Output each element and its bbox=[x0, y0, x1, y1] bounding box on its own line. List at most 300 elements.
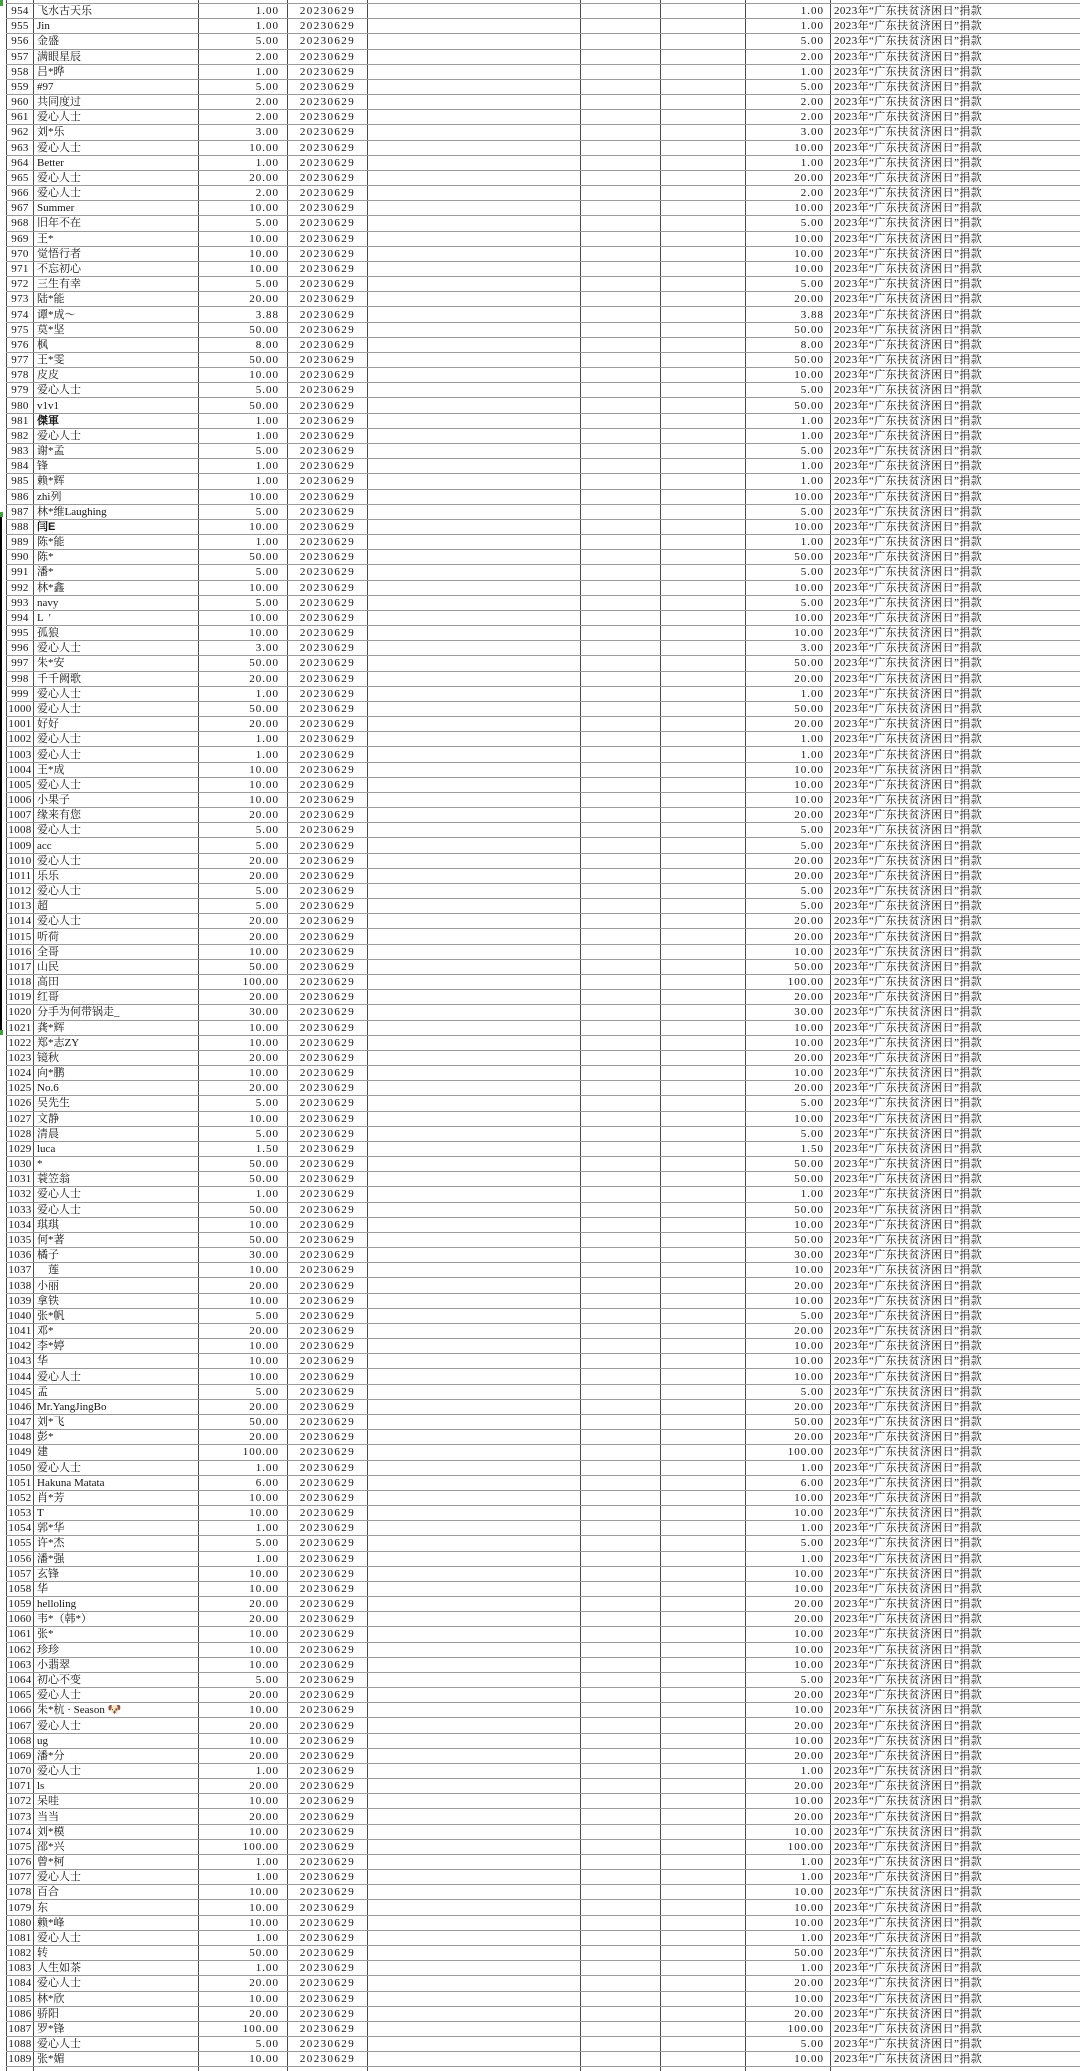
empty-cell bbox=[368, 337, 581, 352]
row-number-cell: 1006 bbox=[7, 792, 34, 807]
table-row bbox=[7, 944, 1080, 959]
table-row bbox=[7, 155, 1080, 170]
empty-cell bbox=[581, 1384, 661, 1399]
empty-cell bbox=[368, 1050, 581, 1065]
amount-cell: 100.00 bbox=[199, 975, 288, 990]
empty-cell bbox=[581, 504, 661, 519]
empty-cell bbox=[368, 1627, 581, 1642]
date-cell: 20230629 bbox=[288, 1854, 368, 1869]
date-cell: 20230629 bbox=[288, 489, 368, 504]
empty-cell bbox=[661, 1748, 746, 1763]
amount-copy-cell: 1.00 bbox=[746, 732, 831, 747]
amount-copy-cell: 50.00 bbox=[746, 959, 831, 974]
empty-cell bbox=[661, 1475, 746, 1490]
table-row bbox=[7, 413, 1080, 428]
empty-cell bbox=[368, 1657, 581, 1672]
purpose-cell: 2023年“广东扶贫济困日”捐款 bbox=[831, 1672, 1080, 1687]
date-cell: 20230629 bbox=[288, 322, 368, 337]
donor-name-cell: 林*鑫 bbox=[34, 580, 199, 595]
table-row bbox=[7, 1627, 1080, 1642]
empty-cell bbox=[661, 1930, 746, 1945]
date-cell: 20230629 bbox=[288, 580, 368, 595]
date-cell: 20230629 bbox=[288, 929, 368, 944]
donor-name-cell: 转 bbox=[34, 1946, 199, 1961]
amount-cell: 50.00 bbox=[199, 1202, 288, 1217]
row-number-cell: 1049 bbox=[7, 1445, 34, 1460]
empty-cell bbox=[581, 1900, 661, 1915]
row-number-cell: 955 bbox=[7, 19, 34, 34]
empty-cell bbox=[661, 1248, 746, 1263]
empty-cell bbox=[368, 1445, 581, 1460]
row-number-cell: 1083 bbox=[7, 1961, 34, 1976]
amount-cell: 50.00 bbox=[199, 1414, 288, 1429]
empty-cell bbox=[661, 1506, 746, 1521]
empty-cell bbox=[661, 49, 746, 64]
amount-cell: 50.00 bbox=[199, 352, 288, 367]
empty-cell bbox=[581, 762, 661, 777]
donor-name-cell: 好好 bbox=[34, 717, 199, 732]
amount-cell: 20.00 bbox=[199, 292, 288, 307]
amount-cell: 50.00 bbox=[199, 701, 288, 716]
purpose-cell: 2023年“广东扶贫济困日”捐款 bbox=[831, 231, 1080, 246]
purpose-cell: 2023年“广东扶贫济困日”捐款 bbox=[831, 671, 1080, 686]
date-cell: 20230629 bbox=[288, 671, 368, 686]
purpose-cell: 2023年“广东扶贫济困日”捐款 bbox=[831, 1308, 1080, 1323]
donor-name-cell: 邵*兴 bbox=[34, 1839, 199, 1854]
amount-cell: 5.00 bbox=[199, 216, 288, 231]
amount-cell: 10.00 bbox=[199, 1035, 288, 1050]
empty-cell bbox=[661, 2067, 746, 2071]
row-number-cell: 1037 bbox=[7, 1263, 34, 1278]
amount-cell: 10.00 bbox=[199, 777, 288, 792]
table-row bbox=[7, 216, 1080, 231]
empty-cell bbox=[661, 95, 746, 110]
table-row bbox=[7, 1399, 1080, 1414]
empty-cell bbox=[368, 990, 581, 1005]
amount-cell: 5.00 bbox=[199, 504, 288, 519]
purpose-cell: 2023年“广东扶贫济困日”捐款 bbox=[831, 1839, 1080, 1854]
row-number-cell: 975 bbox=[7, 322, 34, 337]
donor-name-cell: 百合 bbox=[34, 1885, 199, 1900]
empty-cell bbox=[581, 1506, 661, 1521]
donor-name-cell: 罗*锋 bbox=[34, 2021, 199, 2036]
donor-name-cell: 张*帆 bbox=[34, 1308, 199, 1323]
empty-cell bbox=[581, 1111, 661, 1126]
row-number-cell: 1059 bbox=[7, 1597, 34, 1612]
donor-name-cell: 赖*峰 bbox=[34, 1915, 199, 1930]
row-number-cell: 981 bbox=[7, 413, 34, 428]
date-cell: 20230629 bbox=[288, 1794, 368, 1809]
purpose-cell: 2023年“广东扶贫济困日”捐款 bbox=[831, 610, 1080, 625]
donor-name-cell: 陈* bbox=[34, 550, 199, 565]
table-row bbox=[7, 1217, 1080, 1232]
row-number-cell: 974 bbox=[7, 307, 34, 322]
purpose-cell: 2023年“广东扶贫济困日”捐款 bbox=[831, 656, 1080, 671]
date-cell: 20230629 bbox=[288, 1293, 368, 1308]
empty-cell bbox=[368, 1581, 581, 1596]
table-row bbox=[7, 428, 1080, 443]
empty-cell bbox=[368, 504, 581, 519]
amount-copy-cell: 50.00 bbox=[746, 322, 831, 337]
amount-cell: 5.00 bbox=[199, 277, 288, 292]
purpose-cell: 2023年“广东扶贫济困日”捐款 bbox=[831, 1005, 1080, 1020]
empty-cell bbox=[581, 1597, 661, 1612]
amount-cell: 10.00 bbox=[199, 1339, 288, 1354]
empty-cell bbox=[661, 595, 746, 610]
row-number-cell: 1024 bbox=[7, 1066, 34, 1081]
empty-cell bbox=[661, 701, 746, 716]
amount-cell: 1.00 bbox=[199, 686, 288, 701]
row-number-cell: 1088 bbox=[7, 2037, 34, 2052]
purpose-cell: 2023年“广东扶贫济困日”捐款 bbox=[831, 489, 1080, 504]
row-number-cell: 960 bbox=[7, 95, 34, 110]
empty-cell bbox=[368, 474, 581, 489]
purpose-cell: 2023年“广东扶贫济困日”捐款 bbox=[831, 1688, 1080, 1703]
purpose-cell: 2023年“广东扶贫济困日”捐款 bbox=[831, 1946, 1080, 1961]
empty-cell bbox=[368, 550, 581, 565]
amount-copy-cell: 5.00 bbox=[746, 1126, 831, 1141]
purpose-cell: 2023年“广东扶贫济困日”捐款 bbox=[831, 307, 1080, 322]
table-row bbox=[7, 550, 1080, 565]
empty-cell bbox=[581, 1308, 661, 1323]
row-number-cell: 1082 bbox=[7, 1946, 34, 1961]
empty-cell bbox=[661, 1490, 746, 1505]
donor-name-cell: 听荷 bbox=[34, 929, 199, 944]
amount-cell: 10.00 bbox=[199, 1703, 288, 1718]
amount-cell: 5.00 bbox=[199, 1536, 288, 1551]
date-cell: 20230629 bbox=[288, 1718, 368, 1733]
date-cell: 20230629 bbox=[288, 1187, 368, 1202]
table-row bbox=[7, 1854, 1080, 1869]
date-cell: 20230629 bbox=[288, 1946, 368, 1961]
empty-cell bbox=[581, 1642, 661, 1657]
empty-cell bbox=[661, 352, 746, 367]
empty-cell bbox=[661, 1096, 746, 1111]
empty-cell bbox=[661, 1339, 746, 1354]
row-number-cell: 973 bbox=[7, 292, 34, 307]
purpose-cell: 2023年“广东扶贫济困日”捐款 bbox=[831, 975, 1080, 990]
donor-name-cell: 小果子 bbox=[34, 792, 199, 807]
date-cell: 20230629 bbox=[288, 201, 368, 216]
table-row bbox=[7, 170, 1080, 185]
table-row bbox=[7, 1688, 1080, 1703]
empty-cell bbox=[661, 565, 746, 580]
donor-name-cell: 陈*能 bbox=[34, 535, 199, 550]
row-number-cell: 957 bbox=[7, 49, 34, 64]
purpose-cell: 2023年“广东扶贫济困日”捐款 bbox=[831, 929, 1080, 944]
date-cell: 20230629 bbox=[288, 838, 368, 853]
empty-cell bbox=[368, 443, 581, 458]
row-number-cell: 1001 bbox=[7, 717, 34, 732]
table-row bbox=[7, 1642, 1080, 1657]
donor-name-cell: 清晨 bbox=[34, 1126, 199, 1141]
donor-name-cell: 爱心人士 bbox=[34, 1202, 199, 1217]
amount-copy-cell: 50.00 bbox=[746, 1202, 831, 1217]
purpose-cell: 2023年“广东扶贫济困日”捐款 bbox=[831, 95, 1080, 110]
date-cell: 20230629 bbox=[288, 1399, 368, 1414]
empty-cell bbox=[368, 1217, 581, 1232]
amount-copy-cell: 100.00 bbox=[746, 1445, 831, 1460]
row-number-cell: 1072 bbox=[7, 1794, 34, 1809]
purpose-cell: 2023年“广东扶贫济困日”捐款 bbox=[831, 580, 1080, 595]
purpose-cell: 2023年“广东扶贫济困日”捐款 bbox=[831, 1111, 1080, 1126]
table-row bbox=[7, 1870, 1080, 1885]
table-row bbox=[7, 565, 1080, 580]
empty-cell bbox=[581, 1399, 661, 1414]
date-cell: 20230629 bbox=[288, 1005, 368, 1020]
date-cell: 20230629 bbox=[288, 337, 368, 352]
row-number-cell: 1064 bbox=[7, 1672, 34, 1687]
row-number-cell: 1081 bbox=[7, 1930, 34, 1945]
amount-cell: 50.00 bbox=[199, 322, 288, 337]
table-row bbox=[7, 125, 1080, 140]
amount-copy-cell: 5.00 bbox=[746, 34, 831, 49]
empty-cell bbox=[661, 959, 746, 974]
amount-copy-cell: 20.00 bbox=[746, 1748, 831, 1763]
table-row bbox=[7, 352, 1080, 367]
purpose-cell: 2023年“广东扶贫济困日”捐款 bbox=[831, 1521, 1080, 1536]
empty-cell bbox=[661, 1581, 746, 1596]
amount-cell: 10.00 bbox=[199, 1020, 288, 1035]
row-number-cell: 1080 bbox=[7, 1915, 34, 1930]
row-number-cell: 987 bbox=[7, 504, 34, 519]
empty-cell bbox=[581, 1293, 661, 1308]
purpose-cell: 2023年“广东扶贫济困日”捐款 bbox=[831, 899, 1080, 914]
table-row bbox=[7, 1521, 1080, 1536]
donor-name-cell: Jin bbox=[34, 19, 199, 34]
donor-name-cell: helloling bbox=[34, 1597, 199, 1612]
date-cell: 20230629 bbox=[288, 1627, 368, 1642]
purpose-cell: 2023年“广东扶贫济困日”捐款 bbox=[831, 1414, 1080, 1429]
donor-name-cell: 闫E bbox=[34, 519, 199, 534]
donor-name-cell: 潘* bbox=[34, 565, 199, 580]
row-number-cell: 1041 bbox=[7, 1323, 34, 1338]
empty-cell bbox=[368, 1035, 581, 1050]
empty-cell bbox=[581, 1232, 661, 1247]
row-number-cell: 1070 bbox=[7, 1763, 34, 1778]
purpose-cell: 2023年“广东扶贫济困日”捐款 bbox=[831, 565, 1080, 580]
empty-cell bbox=[581, 595, 661, 610]
amount-copy-cell: 5.00 bbox=[746, 443, 831, 458]
date-cell: 20230629 bbox=[288, 95, 368, 110]
amount-cell: 5.00 bbox=[199, 1126, 288, 1141]
purpose-cell: 2023年“广东扶贫济困日”捐款 bbox=[831, 868, 1080, 883]
date-cell: 20230629 bbox=[288, 1824, 368, 1839]
purpose-cell: 2023年“广东扶贫济困日”捐款 bbox=[831, 550, 1080, 565]
purpose-cell: 2023年“广东扶贫济困日”捐款 bbox=[831, 1278, 1080, 1293]
empty-cell bbox=[661, 1733, 746, 1748]
amount-cell: 10.00 bbox=[199, 1293, 288, 1308]
purpose-cell: 2023年“广东扶贫济困日”捐款 bbox=[831, 1263, 1080, 1278]
date-cell: 20230629 bbox=[288, 1475, 368, 1490]
donor-name-cell: 缘来有您 bbox=[34, 808, 199, 823]
donor-name-cell: zhi列 bbox=[34, 489, 199, 504]
empty-cell bbox=[368, 1308, 581, 1323]
empty-cell bbox=[661, 246, 746, 261]
empty-cell bbox=[581, 1566, 661, 1581]
table-row bbox=[7, 1414, 1080, 1429]
table-row bbox=[7, 535, 1080, 550]
donor-name-cell: 满眼星辰 bbox=[34, 49, 199, 64]
amount-cell: 10.00 bbox=[199, 762, 288, 777]
table-row bbox=[7, 1657, 1080, 1672]
empty-cell bbox=[661, 489, 746, 504]
donor-name-cell: 谭*成～ bbox=[34, 307, 199, 322]
empty-cell bbox=[581, 1126, 661, 1141]
row-number-cell: 1065 bbox=[7, 1688, 34, 1703]
donation-sheet bbox=[6, 0, 1080, 2071]
amount-copy-cell: 5.00 bbox=[746, 2037, 831, 2052]
purpose-cell: 2023年“广东扶贫济困日”捐款 bbox=[831, 1597, 1080, 1612]
empty-cell bbox=[661, 1066, 746, 1081]
table-row bbox=[7, 261, 1080, 276]
purpose-cell: 2023年“广东扶贫济困日”捐款 bbox=[831, 1824, 1080, 1839]
table-row bbox=[7, 383, 1080, 398]
table-row bbox=[7, 701, 1080, 716]
empty-cell bbox=[581, 1430, 661, 1445]
purpose-cell: 2023年“广东扶贫济困日”捐款 bbox=[831, 1460, 1080, 1475]
empty-cell bbox=[368, 398, 581, 413]
row-number-cell: 1068 bbox=[7, 1733, 34, 1748]
amount-copy-cell: 5.00 bbox=[746, 383, 831, 398]
row-number-cell: 968 bbox=[7, 216, 34, 231]
row-number-cell: 1069 bbox=[7, 1748, 34, 1763]
amount-copy-cell: 10.00 bbox=[746, 1566, 831, 1581]
table-row bbox=[7, 504, 1080, 519]
date-cell: 20230629 bbox=[288, 459, 368, 474]
amount-cell: 1.00 bbox=[199, 747, 288, 762]
table-row bbox=[7, 201, 1080, 216]
row-number-cell: 961 bbox=[7, 110, 34, 125]
empty-cell bbox=[661, 2021, 746, 2036]
empty-cell bbox=[581, 1824, 661, 1839]
table-row bbox=[7, 838, 1080, 853]
empty-cell bbox=[581, 1536, 661, 1551]
amount-cell: 10.00 bbox=[199, 1900, 288, 1915]
row-number-cell: 1019 bbox=[7, 990, 34, 1005]
amount-copy-cell: 20.00 bbox=[746, 170, 831, 185]
empty-cell bbox=[661, 140, 746, 155]
amount-cell: 10.00 bbox=[199, 792, 288, 807]
empty-cell bbox=[368, 519, 581, 534]
purpose-cell: 2023年“广东扶贫济困日”捐款 bbox=[831, 853, 1080, 868]
empty-cell bbox=[581, 1763, 661, 1778]
amount-cell: 1.00 bbox=[199, 1187, 288, 1202]
empty-cell bbox=[368, 1991, 581, 2006]
empty-cell bbox=[368, 853, 581, 868]
date-cell: 20230629 bbox=[288, 959, 368, 974]
amount-cell: 2.00 bbox=[199, 49, 288, 64]
row-number-cell: 999 bbox=[7, 686, 34, 701]
amount-copy-cell: 20.00 bbox=[746, 717, 831, 732]
empty-cell bbox=[661, 398, 746, 413]
empty-cell bbox=[661, 413, 746, 428]
amount-cell: 1.00 bbox=[199, 4, 288, 19]
table-row bbox=[7, 1232, 1080, 1247]
donor-name-cell: 东 bbox=[34, 1900, 199, 1915]
amount-copy-cell: 100.00 bbox=[746, 1839, 831, 1854]
empty-cell bbox=[368, 352, 581, 367]
row-number-cell: 970 bbox=[7, 246, 34, 261]
table-row bbox=[7, 1278, 1080, 1293]
empty-cell bbox=[661, 1232, 746, 1247]
row-number-cell: 1025 bbox=[7, 1081, 34, 1096]
empty-cell bbox=[661, 686, 746, 701]
amount-cell: 1.00 bbox=[199, 1961, 288, 1976]
purpose-cell: 2023年“广东扶贫济困日”捐款 bbox=[831, 1202, 1080, 1217]
empty-cell bbox=[581, 1445, 661, 1460]
amount-cell: 1.00 bbox=[199, 1930, 288, 1945]
amount-cell: 100.00 bbox=[199, 1445, 288, 1460]
date-cell: 20230629 bbox=[288, 19, 368, 34]
row-number-cell: 1026 bbox=[7, 1096, 34, 1111]
donor-name-cell: T bbox=[34, 1506, 199, 1521]
donor-name-cell: 枫 bbox=[34, 337, 199, 352]
amount-cell: 20.00 bbox=[199, 1323, 288, 1338]
amount-cell: 20.00 bbox=[199, 808, 288, 823]
row-number-cell: 1027 bbox=[7, 1111, 34, 1126]
table-row bbox=[7, 79, 1080, 94]
amount-copy-cell: 10.00 bbox=[746, 1111, 831, 1126]
amount-copy-cell: 10.00 bbox=[746, 1627, 831, 1642]
date-cell: 20230629 bbox=[288, 1308, 368, 1323]
empty-cell bbox=[581, 140, 661, 155]
empty-cell bbox=[368, 2006, 581, 2021]
empty-cell bbox=[661, 1020, 746, 1035]
purpose-cell: 2023年“广东扶贫济困日”捐款 bbox=[831, 352, 1080, 367]
amount-cell: 20.00 bbox=[199, 1430, 288, 1445]
empty-cell bbox=[368, 1946, 581, 1961]
empty-cell bbox=[368, 1809, 581, 1824]
empty-cell bbox=[581, 1339, 661, 1354]
date-cell: 20230629 bbox=[288, 610, 368, 625]
donor-name-cell: 华 bbox=[34, 1581, 199, 1596]
row-number-cell: 980 bbox=[7, 398, 34, 413]
purpose-cell: 2023年“广东扶贫济困日”捐款 bbox=[831, 1885, 1080, 1900]
donor-name-cell: 曾*柯 bbox=[34, 1854, 199, 1869]
empty-cell bbox=[368, 307, 581, 322]
date-cell: 20230629 bbox=[288, 398, 368, 413]
row-number-cell: 985 bbox=[7, 474, 34, 489]
table-row bbox=[7, 1824, 1080, 1839]
donor-name-cell: acc bbox=[34, 838, 199, 853]
empty-cell bbox=[581, 398, 661, 413]
date-cell: 20230629 bbox=[288, 883, 368, 898]
table-row bbox=[7, 1460, 1080, 1475]
amount-copy-cell: 10.00 bbox=[746, 762, 831, 777]
amount-copy-cell: 50.00 bbox=[746, 1946, 831, 1961]
row-number-cell: 1053 bbox=[7, 1506, 34, 1521]
purpose-cell: 2023年“广东扶贫济困日”捐款 bbox=[831, 883, 1080, 898]
donor-name-cell: 刘*模 bbox=[34, 1824, 199, 1839]
purpose-cell: 2023年“广东扶贫济困日”捐款 bbox=[831, 1157, 1080, 1172]
table-row bbox=[7, 1066, 1080, 1081]
empty-cell bbox=[368, 595, 581, 610]
amount-copy-cell: 1.00 bbox=[746, 4, 831, 19]
empty-cell bbox=[368, 186, 581, 201]
empty-cell bbox=[581, 1187, 661, 1202]
date-cell: 20230629 bbox=[288, 1430, 368, 1445]
empty-cell bbox=[581, 1627, 661, 1642]
empty-cell bbox=[581, 1172, 661, 1187]
purpose-cell: 2023年“广东扶贫济困日”捐款 bbox=[831, 216, 1080, 231]
amount-copy-cell: 1.00 bbox=[746, 1460, 831, 1475]
donor-name-cell: 玄锋 bbox=[34, 1566, 199, 1581]
empty-cell bbox=[368, 34, 581, 49]
amount-cell: 10.00 bbox=[199, 1824, 288, 1839]
empty-cell bbox=[368, 459, 581, 474]
amount-cell: 20.00 bbox=[199, 1399, 288, 1414]
